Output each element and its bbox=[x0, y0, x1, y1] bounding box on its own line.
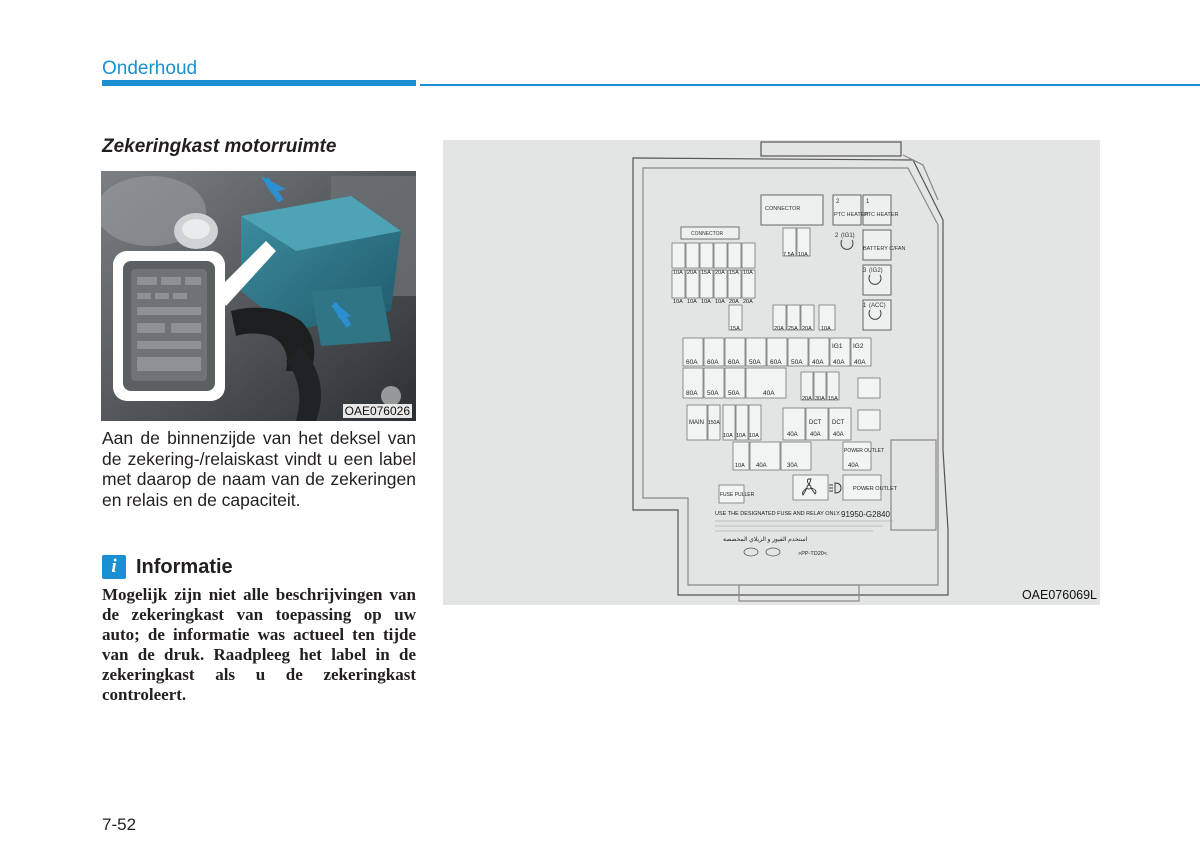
mini-mid-3: 10A bbox=[701, 299, 711, 305]
mini-top-3: 15A bbox=[701, 270, 711, 276]
page-number: 7-52 bbox=[102, 815, 137, 834]
small-right-3: 15A bbox=[828, 396, 838, 402]
mini-mid-2: 10A bbox=[687, 299, 697, 305]
mini-mid-6: 20A bbox=[743, 299, 753, 305]
ign-relay-acc-label: (ACC) bbox=[869, 303, 886, 309]
spare-small: 7.5A bbox=[783, 252, 795, 258]
diagram-caption: OAE076069L bbox=[1021, 588, 1097, 602]
ldc-row-4: 40A bbox=[787, 432, 798, 438]
ign-relay-ig1-label: (IG1) bbox=[841, 233, 855, 239]
spare-row3-2: 20A bbox=[774, 326, 784, 332]
engine-bay-photo bbox=[101, 171, 416, 421]
ptc-relay-1-num: 1 bbox=[866, 199, 870, 205]
header-rule-accent bbox=[102, 80, 416, 86]
photo-caption: OAE076026 bbox=[344, 404, 410, 418]
headlamp-icon bbox=[829, 483, 841, 493]
fuse-box-drawing bbox=[443, 140, 1100, 605]
mini-mid-4: 10A bbox=[715, 299, 725, 305]
large-fuse-3: 60A bbox=[728, 359, 740, 366]
ptc-relay-2-num: 2 bbox=[836, 199, 840, 205]
power-outlet-2: POWER OUTLET bbox=[853, 486, 898, 492]
body-paragraph: Aan de binnenzijde van het deksel van de zekering-/relaiskast vindt u een label met daarop de naam van de zekeringen en relais en de capaciteit. bbox=[102, 428, 416, 510]
dct-label-2: DCT bbox=[832, 420, 845, 426]
ign-relay-acc-num: 1 bbox=[863, 303, 867, 309]
section-title: Onderhoud bbox=[102, 58, 198, 79]
ig1-label: IG1 bbox=[832, 343, 843, 350]
mini-top-6: 10A bbox=[743, 270, 753, 276]
large-fuse-9: 40A bbox=[854, 359, 866, 366]
battery-fan-label: BATTERY C/FAN bbox=[863, 246, 906, 252]
large-fuse-1: 60A bbox=[686, 359, 698, 366]
spare-small-2: 10A bbox=[798, 252, 808, 258]
info-label: Informatie bbox=[136, 555, 233, 578]
large-fuse-6: 50A bbox=[791, 359, 803, 366]
mini-top-1: 10A bbox=[673, 270, 683, 276]
large-fuse-5: 60A bbox=[770, 359, 782, 366]
ldc-row-3: 10A bbox=[749, 433, 759, 439]
dct-label-1: DCT bbox=[809, 420, 822, 426]
mini-top-4: 20A bbox=[715, 270, 725, 276]
large-fuse-7: 40A bbox=[812, 359, 824, 366]
fuse-puller-label: FUSE PULLER bbox=[720, 492, 755, 498]
info-icon: i bbox=[102, 555, 126, 579]
connector-top-label: CONNECTOR bbox=[765, 206, 801, 212]
large-fuse-8: 40A bbox=[833, 359, 845, 366]
material-code: >PP-TD20< bbox=[798, 551, 828, 557]
ptc-relay-1-label: PTC HEATER bbox=[864, 212, 899, 218]
power-outlet-1: POWER OUTLET bbox=[844, 448, 885, 454]
ign-relay-ig2-num: 3 bbox=[863, 268, 867, 274]
arabic-notice: استخدم الفيوز و الريلاي المخصصة bbox=[723, 537, 808, 543]
info-text: Mogelijk zijn niet alle beschrijvingen van de zekeringkast van toepassing op uw auto; de informatie was actueel ten tijde van de druk. Raadpleeg het label in de zekeringkast als u de zekeringkast controleert. bbox=[102, 585, 416, 704]
ptc-row-1: 80A bbox=[686, 390, 698, 397]
large-fuse-2: 60A bbox=[707, 359, 719, 366]
designated-fuse-notice: USE THE DESIGNATED FUSE AND RELAY ONLY. bbox=[715, 511, 841, 517]
fuse-box-diagram bbox=[443, 140, 1100, 605]
ldc-row-6: 40A bbox=[833, 432, 844, 438]
lower-row-2: 40A bbox=[756, 463, 767, 469]
manufacturer-logos bbox=[744, 548, 780, 556]
lower-row-1: 10A bbox=[735, 463, 745, 469]
lower-row-4: 40A bbox=[848, 463, 859, 469]
engine-bay-illustration bbox=[101, 171, 416, 421]
ig2-label: IG2 bbox=[853, 343, 864, 350]
ptc-row-2: 50A bbox=[707, 390, 719, 397]
ldc-row-5: 40A bbox=[810, 432, 821, 438]
large-fuse-4: 50A bbox=[749, 359, 761, 366]
header-rule bbox=[420, 84, 1200, 86]
connector-left-label: CONNECTOR bbox=[691, 231, 724, 237]
small-right-1: 20A bbox=[802, 396, 812, 402]
mini-top-5: 15A bbox=[729, 270, 739, 276]
ptc-relay-2-label: PTC HEATER bbox=[834, 212, 869, 218]
main-label: MAIN bbox=[689, 420, 704, 426]
spare-row3-3: 25A bbox=[788, 326, 798, 332]
subheading: Zekeringkast motorruimte bbox=[102, 136, 337, 157]
info-heading bbox=[102, 555, 233, 579]
ptc-row-4: 40A bbox=[763, 390, 775, 397]
spare-row3-1: 15A bbox=[730, 326, 740, 332]
mini-mid-1: 10A bbox=[673, 299, 683, 305]
spare-row3-5: 10A bbox=[821, 326, 831, 332]
ptc-row-3: 50A bbox=[728, 390, 740, 397]
mini-top-2: 20A bbox=[687, 270, 697, 276]
main-amp: 150A bbox=[708, 420, 720, 426]
mini-mid-5: 20A bbox=[729, 299, 739, 305]
ign-relay-ig1-num: 2 bbox=[835, 233, 839, 239]
lower-row-3: 30A bbox=[787, 463, 798, 469]
part-number: 91950-G2840 bbox=[841, 510, 890, 519]
ign-relay-ig2-label: (IG2) bbox=[869, 268, 883, 274]
ldc-row-2: 10A bbox=[736, 433, 746, 439]
ldc-row-1: 10A bbox=[723, 433, 733, 439]
spare-row3-4: 20A bbox=[802, 326, 812, 332]
small-right-2: 30A bbox=[815, 396, 825, 402]
